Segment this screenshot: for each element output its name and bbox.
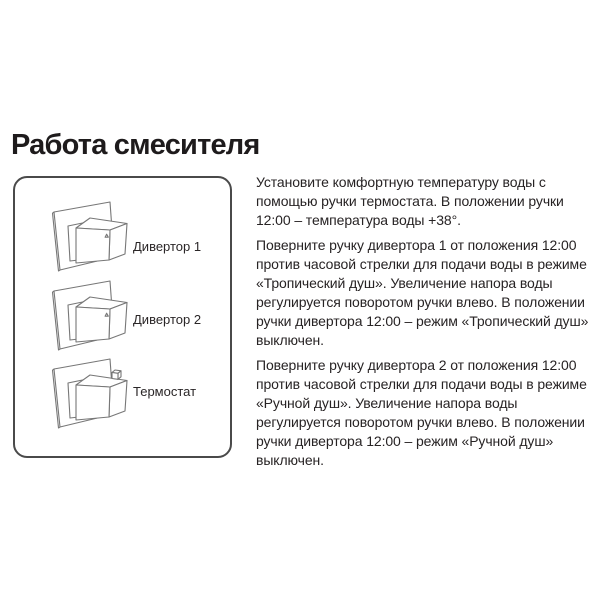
diverter-2-knob-icon (51, 278, 129, 352)
instructions-text-column (256, 173, 594, 470)
thermostat-button-icon (112, 370, 121, 379)
knob-label-diverter-2: Дивертор 2 (133, 312, 202, 327)
knob-label-thermostat: Термостат (133, 384, 197, 399)
thermostat-knob-icon (51, 356, 129, 430)
knob-label-diverter-1: Дивертор 1 (133, 239, 202, 254)
mixer-diagram-panel (13, 176, 232, 458)
instruction-paragraph-diverter-1: Поверните ручку дивертора 1 от положения 12:00 против часовой стрелки для подачи воды в режиме «Тропический душ». Увеличение напора воды регулируется поворотом ручки влево. В положении ручки дивертора 12:00 – режим «Тропический душ» выключен. (256, 237, 589, 348)
diverter-1-knob-icon (51, 199, 129, 273)
page-title: Работа смесителя (11, 129, 260, 161)
instruction-paragraph-thermostat: Установите комфортную температуру воды с помощью ручки термостата. В положении ручки 12:00 – температура воды +38°. (256, 174, 564, 228)
instruction-paragraph-diverter-2: Поверните ручку дивертора 2 от положения 12:00 против часовой стрелки для подачи воды в режиме «Ручной душ». Увеличение напора воды регулируется поворотом ручки влево. В положении ручки дивертора 12:00 – режим «Ручной душ» выключен. (256, 357, 587, 468)
